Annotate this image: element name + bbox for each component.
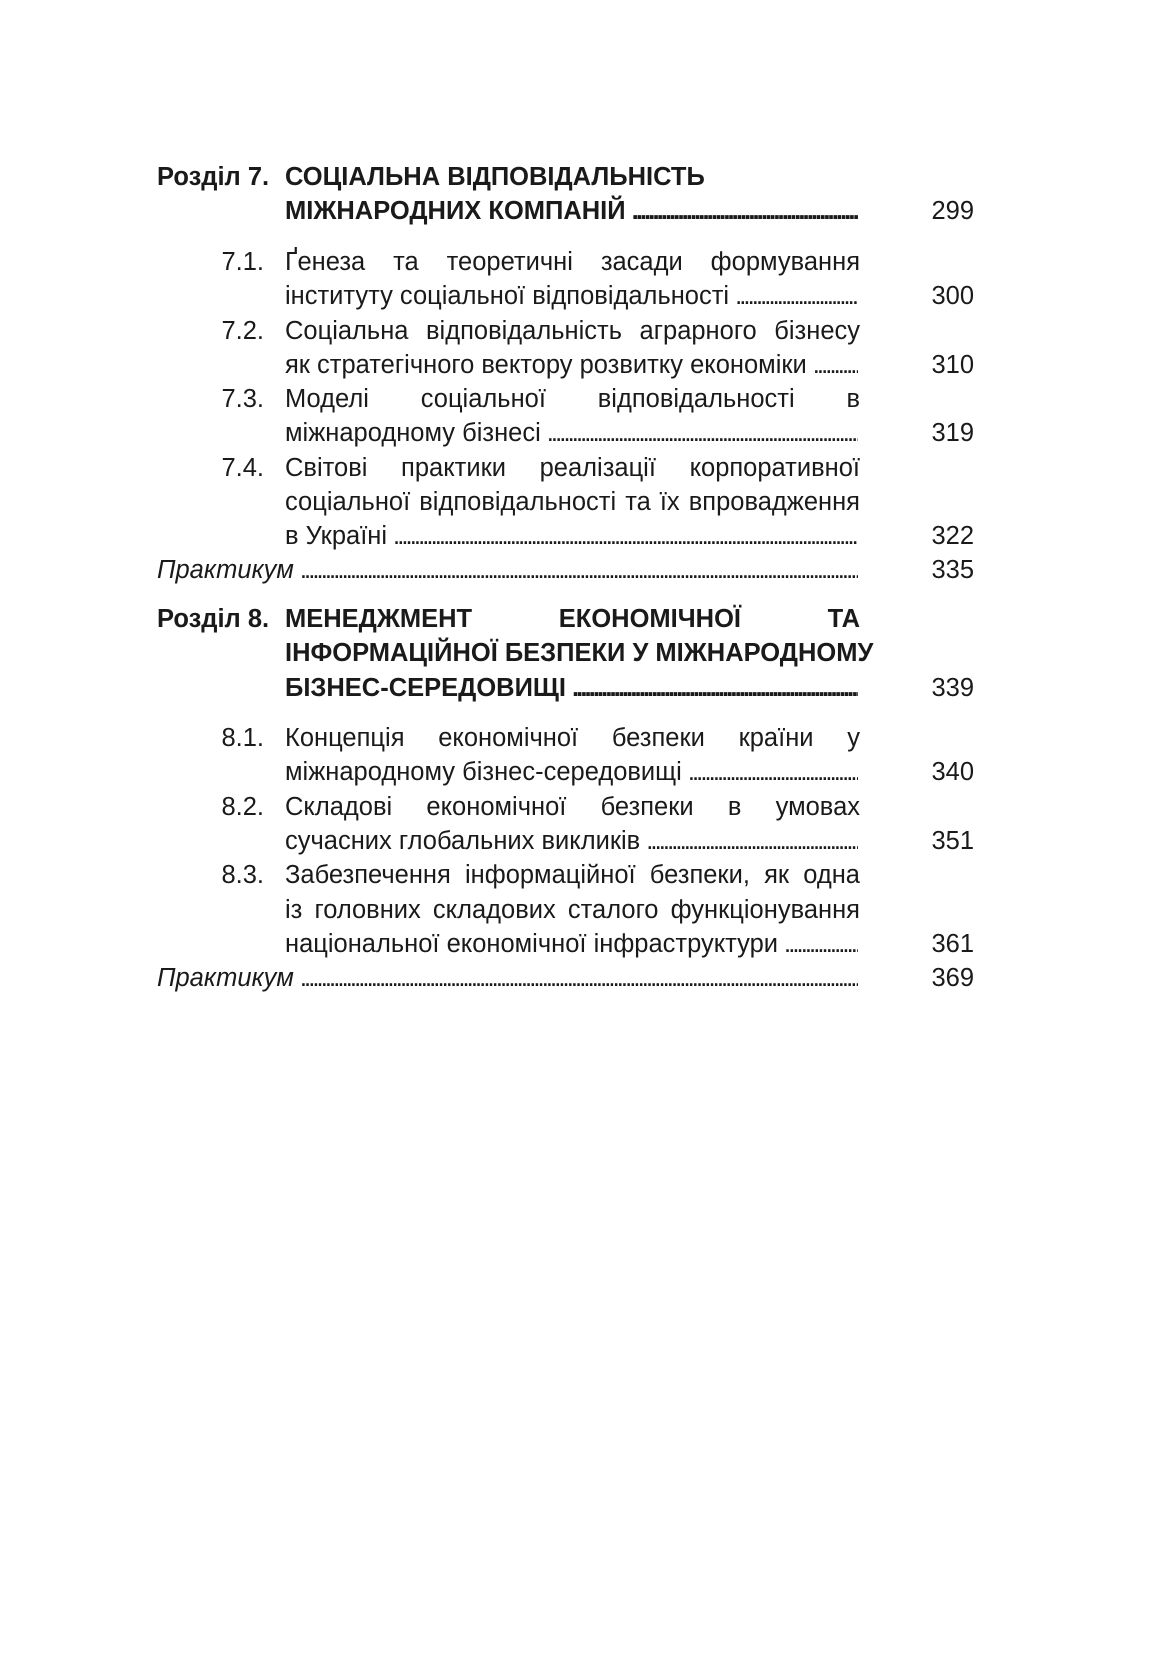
dot-leader xyxy=(393,521,858,551)
practicum-7-label: Практикум xyxy=(157,556,294,584)
section-7-2-number: 7.2. xyxy=(221,317,264,345)
section-7-1-number: 7.1. xyxy=(221,248,264,276)
section-8-1-line-2-row xyxy=(285,757,860,787)
section-7-2-page: 310 xyxy=(931,351,974,379)
practicum-7-row xyxy=(157,555,860,585)
section-7-3-line-2-row xyxy=(285,418,860,448)
chapter-7-title-line-1: СОЦІАЛЬНА ВІДПОВІДАЛЬНІСТЬ xyxy=(285,163,705,191)
section-8-2-page: 351 xyxy=(931,827,974,855)
section-7-1-page: 300 xyxy=(931,282,974,310)
dot-leader xyxy=(300,963,858,993)
dot-leader xyxy=(688,757,858,787)
section-8-3-line-1: Забезпечення інформаційної безпеки, як одна xyxy=(285,861,860,889)
chapter-7-title-line-2: МІЖНАРОДНИХ КОМПАНІЙ xyxy=(285,197,626,225)
section-7-3-line-2: міжнародному бізнесі xyxy=(285,419,541,447)
section-8-1-line-2: міжнародному бізнес-середовищі xyxy=(285,758,682,786)
section-8-2-number: 8.2. xyxy=(221,793,264,821)
section-7-2-line-2-row xyxy=(285,350,860,380)
section-8-1-page: 340 xyxy=(931,758,974,786)
section-7-4-line-3: в Україні xyxy=(285,522,388,550)
chapter-7-label: Розділ 7. xyxy=(157,163,270,191)
dot-leader xyxy=(813,350,858,380)
chapter-8-title-line-3: БІЗНЕС-СЕРЕДОВИЩІ xyxy=(285,674,566,702)
chapter-8-title-line-3-row xyxy=(285,673,860,703)
section-7-4-number: 7.4. xyxy=(221,454,264,482)
practicum-7-page: 335 xyxy=(931,556,974,584)
section-7-1-line-1: Ґенеза та теоретичні засади формування xyxy=(285,248,860,276)
chapter-8-title-line-2: ІНФОРМАЦІЙНОЇ БЕЗПЕКИ У МІЖНАРОДНОМУ xyxy=(285,639,874,667)
practicum-8-label: Практикум xyxy=(157,964,294,992)
dot-leader xyxy=(572,673,858,703)
dot-leader xyxy=(735,281,858,311)
dot-leader xyxy=(300,555,858,585)
section-8-1-number: 8.1. xyxy=(221,724,264,752)
section-7-4-page: 322 xyxy=(931,522,974,550)
chapter-8-label: Розділ 8. xyxy=(157,605,270,633)
section-7-1-line-2: інституту соціальної відповідальності xyxy=(285,282,730,310)
section-7-4-line-1: Світові практики реалізації корпоративної xyxy=(285,454,860,482)
practicum-8-page: 369 xyxy=(931,964,974,992)
section-7-4-line-3-row xyxy=(285,521,860,551)
chapter-8-title-line-1: МЕНЕДЖМЕНТ ЕКОНОМІЧНОЇ ТА xyxy=(285,605,860,633)
section-7-2-line-1: Соціальна відповідальність аграрного бізнесу xyxy=(285,317,860,345)
section-7-3-line-1: Моделі соціальної відповідальності в xyxy=(285,385,860,413)
section-8-3-line-2: із головних складових сталого функціонування xyxy=(285,896,860,924)
section-7-3-number: 7.3. xyxy=(221,385,264,413)
dot-leader xyxy=(547,418,858,448)
dot-leader xyxy=(784,929,858,959)
section-7-1-line-2-row xyxy=(285,281,860,311)
practicum-8-row xyxy=(157,963,860,993)
section-8-2-line-2: сучасних глобальних викликів xyxy=(285,827,641,855)
section-7-2-line-2: як стратегічного вектору розвитку економіки xyxy=(285,351,807,379)
chapter-7-title-line-2-row xyxy=(285,196,860,226)
section-7-4-line-2: соціальної відповідальності та їх впровадження xyxy=(285,488,860,516)
section-8-3-line-3: національної економічної інфраструктури xyxy=(285,930,779,958)
section-8-1-line-1: Концепція економічної безпеки країни у xyxy=(285,724,860,752)
chapter-7-page: 299 xyxy=(931,197,974,225)
section-7-3-page: 319 xyxy=(931,419,974,447)
section-8-3-number: 8.3. xyxy=(221,861,264,889)
section-8-3-line-3-row xyxy=(285,929,860,959)
dot-leader xyxy=(646,826,858,856)
section-8-2-line-1: Складові економічної безпеки в умовах xyxy=(285,793,860,821)
section-8-3-page: 361 xyxy=(931,930,974,958)
section-8-2-line-2-row xyxy=(285,826,860,856)
chapter-8-page: 339 xyxy=(931,674,974,702)
dot-leader xyxy=(632,196,858,226)
